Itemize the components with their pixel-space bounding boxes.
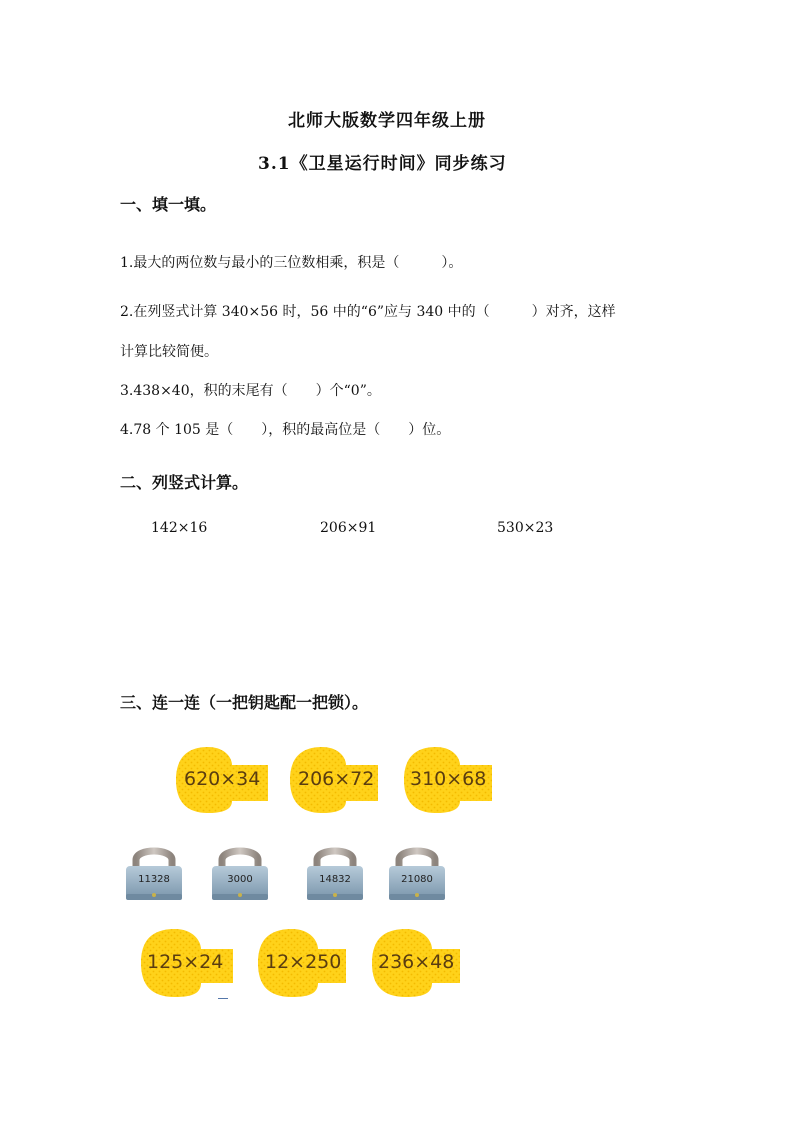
key-label: 236×48	[378, 951, 455, 973]
lock-label: 14832	[319, 874, 351, 885]
lock[interactable]	[385, 842, 449, 904]
lock[interactable]	[303, 842, 367, 904]
section-heading-vertical-calc: 二、列竖式计算。	[120, 473, 249, 492]
lock-label: 11328	[138, 874, 170, 885]
calc-expression: 530×23	[497, 520, 554, 536]
lock-label: 21080	[401, 874, 433, 885]
padlock-icon	[303, 842, 367, 904]
question-3: 3.438×40，积的末尾有（ ）个“0”。	[120, 383, 381, 399]
page-subtitle: 3.1《卫星运行时间》同步练习	[258, 154, 507, 174]
calc-expression: 142×16	[151, 520, 208, 536]
padlock-icon	[385, 842, 449, 904]
key[interactable]	[254, 925, 350, 1001]
padlock-icon	[208, 842, 272, 904]
padlock-icon	[122, 842, 186, 904]
key[interactable]	[137, 925, 237, 1001]
key[interactable]	[368, 925, 464, 1001]
question-1: 1.最大的两位数与最小的三位数相乘，积是（ ）。	[120, 255, 463, 271]
calc-expression: 206×91	[320, 520, 377, 536]
key-label: 620×34	[184, 768, 261, 790]
question-4: 4.78 个 105 是（ ），积的最高位是（ ）位。	[120, 422, 451, 438]
key-label: 310×68	[410, 768, 487, 790]
lock[interactable]	[208, 842, 272, 904]
divider	[218, 998, 228, 999]
section-heading-match: 三、连一连（一把钥匙配一把锁）。	[120, 693, 369, 712]
question-2-line-2: 计算比较简便。	[120, 344, 218, 360]
lock-label: 3000	[227, 874, 253, 885]
section-heading-fill: 一、填一填。	[120, 195, 217, 214]
question-2-line-1: 2.在列竖式计算 340×56 时，56 中的“6”应与 340 中的（ ）对齐，这样	[120, 304, 616, 320]
key-label: 12×250	[265, 951, 342, 973]
key[interactable]	[286, 743, 382, 815]
lock[interactable]	[122, 842, 186, 904]
key-label: 206×72	[298, 768, 375, 790]
key-label: 125×24	[147, 951, 224, 973]
key[interactable]	[172, 743, 272, 815]
page-title: 北师大版数学四年级上册	[288, 111, 486, 131]
key[interactable]	[400, 743, 496, 815]
